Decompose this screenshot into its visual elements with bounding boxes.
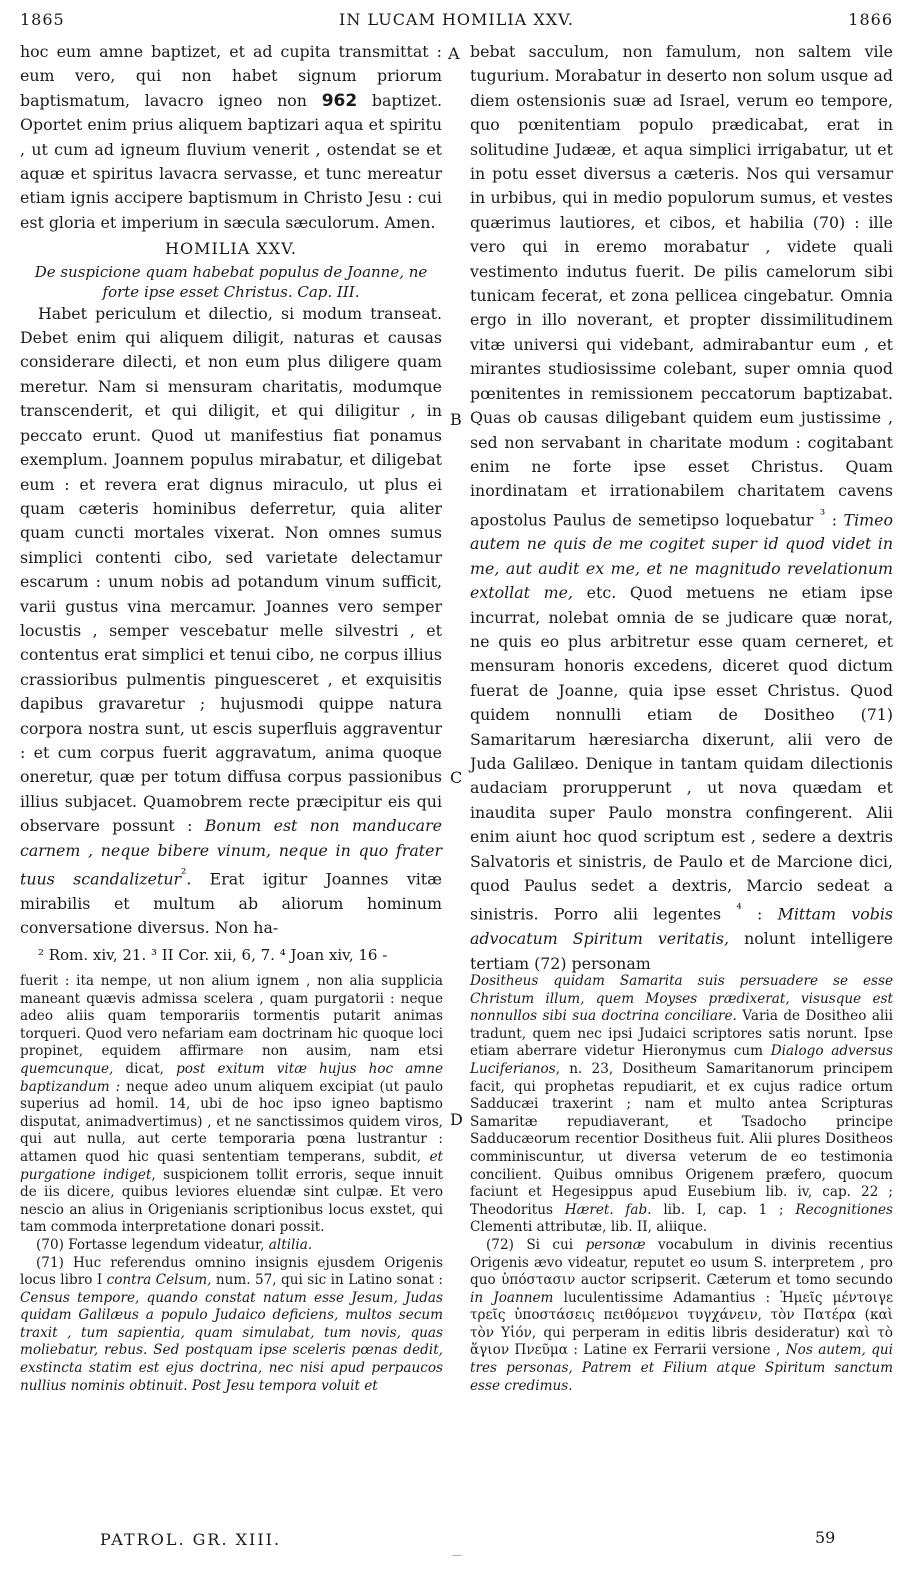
bracket-page-number: 962: [321, 90, 358, 111]
note-text: , n. 23, Dositheum Samaritanorum principem facit, qui prophetas repudiarit, et ex cujus radice ortum Sadducæi traxerint ; nam et multo antea Scripturas Samaritæ repudiaverant, et Tsadocho principe Sadducæorum recentior Dositheus fuit. Alii plures Dositheos comminiscuntur, ut diversa veterum de eo testimonia concilient. Quibus omnibus Origenem præfero, quocum faciunt et Hegesippus apud Eusebium lib. iv, cap. 22 ; Theodoritus: [470, 1060, 893, 1218]
note-text: neque adeo unum aliquem excipiat (ut paulo superius ad homil. 14, ubi de hoc ipso igneo baptismo disputat, animadvertimus) , et ne sanctissimos quidem viros, qui aut nulla, aut certe temporaria pœna lustrantur : attamen quod hic quasi sententiam temperans, subdit,: [20, 1078, 444, 1165]
footnote-references: ² Rom. xiv, 21. ³ II Cor. xii, 6, 7. ⁴ Joan xiv, 16 -: [38, 946, 388, 964]
note-italic: Dositheus quidam Samarita suis persuadere se esse Christum illum, quem Moyses prædixerat, visusque est nonnullos sibi sua doctrina conciliare.: [470, 973, 893, 1025]
quote-corinthians: Timeo autem ne quis de me cogitet super id quod videt in me, aut audit ex me, et ne magnitudo revelationum extollat me,: [470, 509, 893, 603]
margin-marker-a: A: [448, 44, 460, 63]
left-p1-text-a: hoc eum amne baptizet, et ad cupita transmittat : eum vero, qui non habet signum priorum baptismatum, lavacro igneo non: [20, 42, 442, 110]
right-p1-text-c: nolunt intelligere tertiam (72) personam: [470, 929, 893, 973]
note-text: Varia de Dositheo alii tradunt, quem nec ipsi Judaici scriptores satis norunt. Ipse etiam aberrare videtur Hieronymus cum: [470, 1008, 893, 1060]
quote-john: Mittam vobis advocatum Spiritum veritatis,: [470, 904, 893, 949]
note-text: fuerit : ita nempe, ut non alium ignem , non alia supplicia maneant quævis admissa scelera , quam purgatorii : neque adeo aliis quam temporariis tormentis putarit animas torqueri. Quod vero nefariam eam doctrinam hic quoque loci propinet, equidem affirmare non ausim, nam etsi: [20, 973, 443, 1060]
left-column: [20, 40, 442, 940]
running-head: [20, 10, 893, 34]
note-italic: Hæret. fab.: [564, 1201, 652, 1218]
footer-mark: —: [452, 1550, 462, 1561]
note-italic: Recognitiones: [795, 1201, 893, 1218]
note-text: vocabulum in divinis recentius Origenis ævo videatur, reputet eo usum S. interpretem , pro quo ὑπόστασιν auctor scripserit. Cæterum et tomo secundo: [470, 1236, 894, 1289]
note-72: [470, 1237, 893, 1395]
note-text: , suspicionem tollit erroris, seque innuit de iis dicere, quibus leviores eluendæ sint culpæ. Et vero nescio an alius in Origenianis scriptionibus locus exstet, qui tam commoda interpretatione donari possit.: [20, 1166, 443, 1236]
note-text: (72) Si cui: [486, 1236, 574, 1253]
notes-right-column: [470, 973, 893, 1395]
note-text: lib. I, cap. 1 ;: [663, 1201, 784, 1218]
page-number-right: 1866: [848, 10, 893, 29]
margin-marker-d: D: [450, 1110, 463, 1129]
note-text: (71) Huc referendus omnino insignis ejusdem Origenis locus libro I: [20, 1254, 443, 1289]
note-text: luculentissime Adamantius : Ἡμεῖς μέντοιγε τρεῖς ὑποστάσεις πειθόμενοι τυγχάνειν, τὸν Πατέρα (καὶ τὸν Υἱόν, qui perperam in editis libris desideratur) καὶ τὸ ἅγιον Πνεῦμα : Latine ex Ferrarii versione ,: [470, 1289, 893, 1359]
note-continued: [20, 973, 443, 1237]
note-text: num. 57, qui sic in Latino sonat :: [215, 1272, 443, 1289]
margin-marker-b: B: [450, 410, 462, 429]
note-italic: in Joannem: [470, 1289, 554, 1306]
right-paragraph-1: bebat sacculum, non famulum, non saltem vile tugurium. Morabatur in deserto non solum usque ad diem ostensionis suæ ad Israel, verum eo tempore, quo pœnitentiam populo prædicabat, erat in solitudine Judææ, et aqua simplici irrigabatur, ut et in potu esset diversus a cæteris. Nos qui versamur in urbibus, qui in medio populorum sumus, et vestes quærimus lautiores, et cibos, et habilia (70) : ille vero qui in eremo morabatur , videte quali vestimento indutus fuerit. De pilis camelorum sibi tunicam fecerat, et zona pellicea cingebatur. Omnia ergo in illo noverant, et propter dissimilitudinem vitæ universi qui videbant, admirabantur eum , et mirantes studiosissime colebant, super omnia quod pœnitentes in remissionem peccatorum baptizabat. Quas ob causas diligebant quidem eum justissime , sed non servabant in charitate modum : cogitabant enim ne forte ipse esset Christus. Quam inordinatam et irrationabilem charitatem cavens apostolus Paulus de semetipso loquebatur $^{^3}$ : Timeo autem ne quis de me cogitet super id quod videt in me, aut audit ex me, et ne magnitudo revelationum extollat me, etc. Quod metuens ne etiam ipse incurrat, nolebat omnia de se judicare quæ norat, ne quis eo plus arbitretur esse quam cerneret, et mensuram honoris excedens, diceret quod dictum fuerat de Joanne, quia ipse esset Christus. Quod quidem nonnulli etiam de Dositheo (71) Samaritarum hæresiarcha dixerunt, alii vero de Juda Galilæo. Denique in tantam quidam dilectionis audaciam prorupperunt , ut nova quædam et inaudita super Paulo monstra confingerent. Alii enim aiunt hoc quod scriptum est , sedere a dextris Salvatoris et sinistris, de Paulo et de Marcione dici, quod Paulus sedet a dextris, Marcio sedeat a sinistris. Porro alii legentes $^{^4}$ : Mittam vobis advocatum Spiritum veritatis, nolunt intelligere tertiam (72) personam: [470, 42, 894, 973]
note-70: [20, 1237, 443, 1255]
running-title: IN LUCAM HOMILIA XXV.: [339, 10, 574, 29]
footnote-ref-4: ⁴: [736, 902, 742, 918]
note-text: Clementi attributæ, lib. II, aliique.: [470, 1219, 708, 1236]
note-text: dicat,: [125, 1060, 164, 1077]
footer-sheet-number: 59: [815, 1528, 836, 1547]
note-italic: Nos autem, qui tres personas, Patrem et Filium atque Spiritum sanctum esse credimus.: [470, 1342, 893, 1394]
footnote-ref-2: ²: [181, 867, 187, 882]
left-p1-text-b: baptizet. Oportet enim prius aliquem baptizari aqua et spiritu , ut cum ad igneum fluvium venerit , ostendat se et aquæ et spiritus lavacra servasse, et tunc mereatur etiam ignis accipere baptismum in Christo Jesu : cui est gloria et imperium in sæcula sæculorum. Amen.: [20, 90, 442, 232]
margin-marker-c: C: [450, 768, 463, 787]
left-p2-text-b: . Erat igitur Joannes vitæ mirabilis et multum ab aliorum hominum conversatione diversus. Non ha-: [20, 869, 442, 938]
right-p1-text-a: bebat sacculum, non famulum, non saltem vile tugurium. Morabatur in deserto non solum usque ad diem ostensionis suæ ad Israel, verum eo tempore, quo pœnitentiam populo prædicabat, erat in solitudine Judææ, et aqua simplici irrigabatur, ut et in potu esset diversus a cæteris. Nos qui versamur in urbibus, qui in medio populorum sumus, et vestes quærimus lautiores, et cibos, et habilia (70) : ille vero qui in eremo morabatur , videte quali vestimento indutus fuerit. De pilis camelorum sibi tunicam fecerat, et zona pellicea cingebatur. Omnia ergo in illo noverant, et propter dissimilitudinem vitæ universi qui videbant, admirabantur eum , et mirantes studiosissime colebant, super omnia quod pœnitentes in remissionem peccatorum baptizabat. Quas ob causas diligebant quidem eum justissime , sed non servabant in charitate modum : cogitabant enim ne forte ipse esset Christus. Quam inordinatam et irrationabilem charitatem cavens apostolus Paulus de semetipso loquebatur: [470, 42, 893, 529]
note-italic: post exitum vitæ hujus hoc amne baptizandum :: [20, 1060, 443, 1095]
note-italic: altilia.: [268, 1236, 313, 1253]
homily-title: HOMILIA XXV.: [165, 239, 297, 259]
note-italic: Dialogo adversus Luciferianos: [470, 1043, 893, 1077]
left-paragraph-1: [20, 40, 442, 235]
footer-signature: PATROL. GR. XIII.: [100, 1530, 282, 1549]
note-text: (70) Fortasse legendum videatur,: [36, 1236, 265, 1253]
left-p2-text-a: Habet periculum et dilectio, si modum transeat. Debet enim qui aliquem diligit, naturas et causas considerare dilecti, et non eum plus diligere quam meretur. Nam si mensuram charitatis, modumque transcenderit, et qui diligit, et qui diligitur , in peccato erunt. Quod ut manifestius fiat ponamus exemplum. Joannem populus mirabatur, et diligebat eum : et revera erat dignus miraculo, ut plus ei quam cæteris hominibus deferretur, quia aliter quam cuncti mortales vixerat. Non omnes sumus simplici contenti cibo, sed varietate delectamur escarum : unum nobis ad potandum vinum sufficit, varii gustus vina mercamur. Joannes vero semper locustis , semper vescebatur melle silvestri , et contentus erat simplici et tenui cibo, ne corpus illius crassioribus pulmentis pinguesceret , et exquisitis dapibus gravaretur ; hujusmodi quippe natura corpora nostra sunt, ut escis superfluis aggraventur : et cum corpus fuerit aggravatum, anima quoque oneretur, quæ per totum diffusa corpus passionibus illius subjacet. Quamobrem recte præcipitur eis qui observare possunt :: [20, 303, 442, 836]
page-number-left: 1865: [20, 10, 65, 29]
footnote-ref-3: ³: [819, 507, 826, 523]
note-italic: quemcunque,: [20, 1060, 114, 1077]
note-italic: personæ: [585, 1236, 646, 1253]
note-italic: contra Celsum,: [106, 1272, 212, 1289]
homily-subtitle: De suspicione quam habebat populus de Joanne, ne forte ipse esset Christus. Cap. III.: [34, 262, 428, 301]
note-italic: et purgatione indiget: [20, 1148, 443, 1183]
right-p1-text-b: etc. Quod metuens ne etiam ipse incurrat, nolebat omnia de se judicare quæ norat, ne quis eo plus arbitretur esse quam cerneret, et mensuram honoris excedens, diceret quod dictum fuerat de Joanne, quia ipse esset Christus. Quod quidem nonnulli etiam de Dositheo (71) Samaritarum hæresiarcha dixerunt, alii vero de Juda Galilæo. Denique in tantam quidam dilectionis audaciam prorupperunt , ut nova quædam et inaudita super Paulo monstra confingerent. Alii enim aiunt hoc quod scriptum est , sedere a dextris Salvatoris et sinistris, de Paulo et de Marcione dici, quod Paulus sedet a dextris, Marcio sedeat a sinistris. Porro alii legentes: [470, 583, 894, 924]
notes-left-column: [20, 973, 443, 1395]
quote-romans: Bonum est non manducare carnem , neque bibere vinum, neque in quo frater tuus scandalizetur: [20, 816, 442, 889]
note-71-continued: [470, 973, 893, 1237]
left-paragraph-2: [20, 302, 442, 941]
note-italic: Census tempore, quando constat natum esse Jesum, Judas quidam Galilæus a populo Judaico deficiens, multos secum traxit , tum sapientia, quam simulabat, tum novis, quas moliebatur, rebus. Sed postquam ipse sceleris pœnas dedit, exstincta statim est ejus doctrina, nec nisi apud perpaucos nullius nominis obtinuit. Post Jesu tempora voluit et: [20, 1289, 443, 1394]
right-column: [470, 40, 893, 976]
note-71: [20, 1255, 443, 1396]
